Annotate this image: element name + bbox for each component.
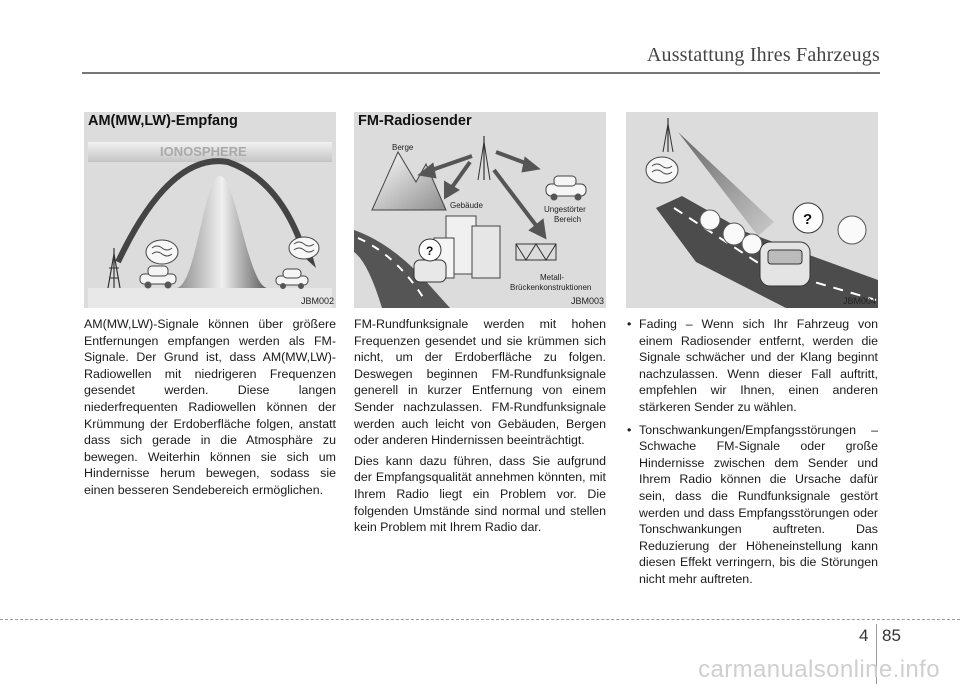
metal-label: Metall- [540, 273, 565, 282]
paragraph: Dies kann dazu führen, dass Sie aufgrund der Empfangsqualität annehmen könnten, mit Ihrem Radio liegt ein Problem vor. Die folgenden Umstände sind normal und stellen kein Problem mit Ihrem Radio dar. [354, 453, 606, 535]
header-rule [82, 72, 880, 74]
fm-stations-figure [354, 112, 606, 308]
fading-illustration [626, 112, 878, 308]
bullet-item: • Fading – Wenn sich Ihr Fahrzeug von einem Radiosender entfernt, werden die Signale schwächer und der Klang beginnt nachzulassen. Wenn dieser Fall auftritt, empfehlen wir Ihnen, einen anderen stärkeren Sender zu wählen. [626, 316, 878, 416]
figure-title: AM(MW,LW)-Empfang [88, 113, 238, 129]
car-icon [414, 260, 446, 282]
signal-arrows-icon [422, 152, 544, 236]
section-am-reception [84, 112, 336, 503]
ionosphere-label: IONOSPHERE [160, 144, 247, 159]
transmitter-tower-icon [108, 248, 120, 288]
transmitter-tower-icon [478, 136, 490, 180]
signal-bubble-icon [146, 240, 178, 264]
svg-text:?: ? [426, 244, 434, 258]
running-header: Ausstattung Ihres Fahrzeugs [646, 44, 880, 66]
hill-shape [176, 176, 268, 288]
question-bubble-icon [793, 203, 823, 233]
am-reception-illustration [84, 112, 336, 308]
footer-rule [0, 619, 960, 620]
bullet-list [626, 316, 878, 588]
figure-code: JBM003 [570, 296, 604, 306]
body-text [84, 316, 336, 499]
metal-bridge-icon [516, 244, 556, 260]
figure-code: JBM004 [842, 296, 876, 306]
car-icon [276, 269, 308, 289]
question-bubble-icon [419, 239, 441, 261]
paragraph: FM-Rundfunksignale werden mit hohen Frequenzen gesendet und sie krümmen sich nicht, um der Erdoberfläche zu folgen. Deswegen beginnen FM-Rundfunksignale generell in kurzer Entfernung von einem Sender nachzulassen. FM-Rundfunksignale werden auch leicht von Gebäuden, Bergen oder anderen Hindernissen beeinträchtigt. [354, 317, 606, 448]
signal-bubble-icon [646, 157, 678, 183]
signal-bubble-icon [289, 237, 319, 259]
mountains-label: Berge [392, 143, 414, 152]
unobstructed-label: Bereich [554, 215, 582, 224]
transmitter-tower-icon [663, 118, 673, 152]
unobstructed-label: Ungestörter [544, 205, 586, 214]
figure-code: JBM002 [300, 296, 334, 306]
bullet-item: • Tonschwankungen/Empfangsstörungen – Schwache FM-Signale oder große Hindernisse zwischen dem Sender und Ihrem Radio können die Ursache dafür sein, dass die Rundfunksignale gestört werden und dass Empfangsstörungen oder Tonschwankungen auftreten. Das Reduzierung der Höheneinstellung kann diesen Effekt verringern, bis die Störungen nicht mehr auftreten. [626, 422, 878, 588]
svg-text:?: ? [803, 211, 813, 228]
car-icon [546, 176, 586, 201]
am-reception-figure [84, 112, 336, 308]
mountains-icon [372, 152, 446, 210]
chapter-number: 4 [859, 626, 869, 645]
body-text [354, 316, 606, 536]
section-fm-stations [354, 112, 606, 540]
watermark: carmanualsonline.info [698, 656, 940, 683]
car-icon [760, 242, 810, 286]
metal-label: Brückenkonstruktionen [510, 283, 592, 292]
figure-title: FM-Radiosender [358, 113, 472, 129]
buildings-label: Gebäude [450, 201, 483, 210]
car-icon [140, 266, 176, 289]
paragraph: AM(MW,LW)-Signale können über größere Entfernungen empfangen werden als FM-Signale. Der Grund ist, dass AM(MW,LW)-Radiowellen mit niedrigeren Frequenzen gesendet werden. Diese langen niederfrequenten Radiowellen können der Krümmung der Erdoberfläche folgen, anstatt dass sich gerade in die Atmosphäre zu bewegen. Weiterhin können sie sich um Hindernisse herum bewegen, sodass sie einen besseren Sendebereich ermöglichen. [84, 317, 336, 497]
section-reception-issues [626, 112, 878, 594]
fading-figure [626, 112, 878, 308]
page-number: 85 [882, 626, 901, 645]
fm-stations-illustration [354, 112, 606, 308]
